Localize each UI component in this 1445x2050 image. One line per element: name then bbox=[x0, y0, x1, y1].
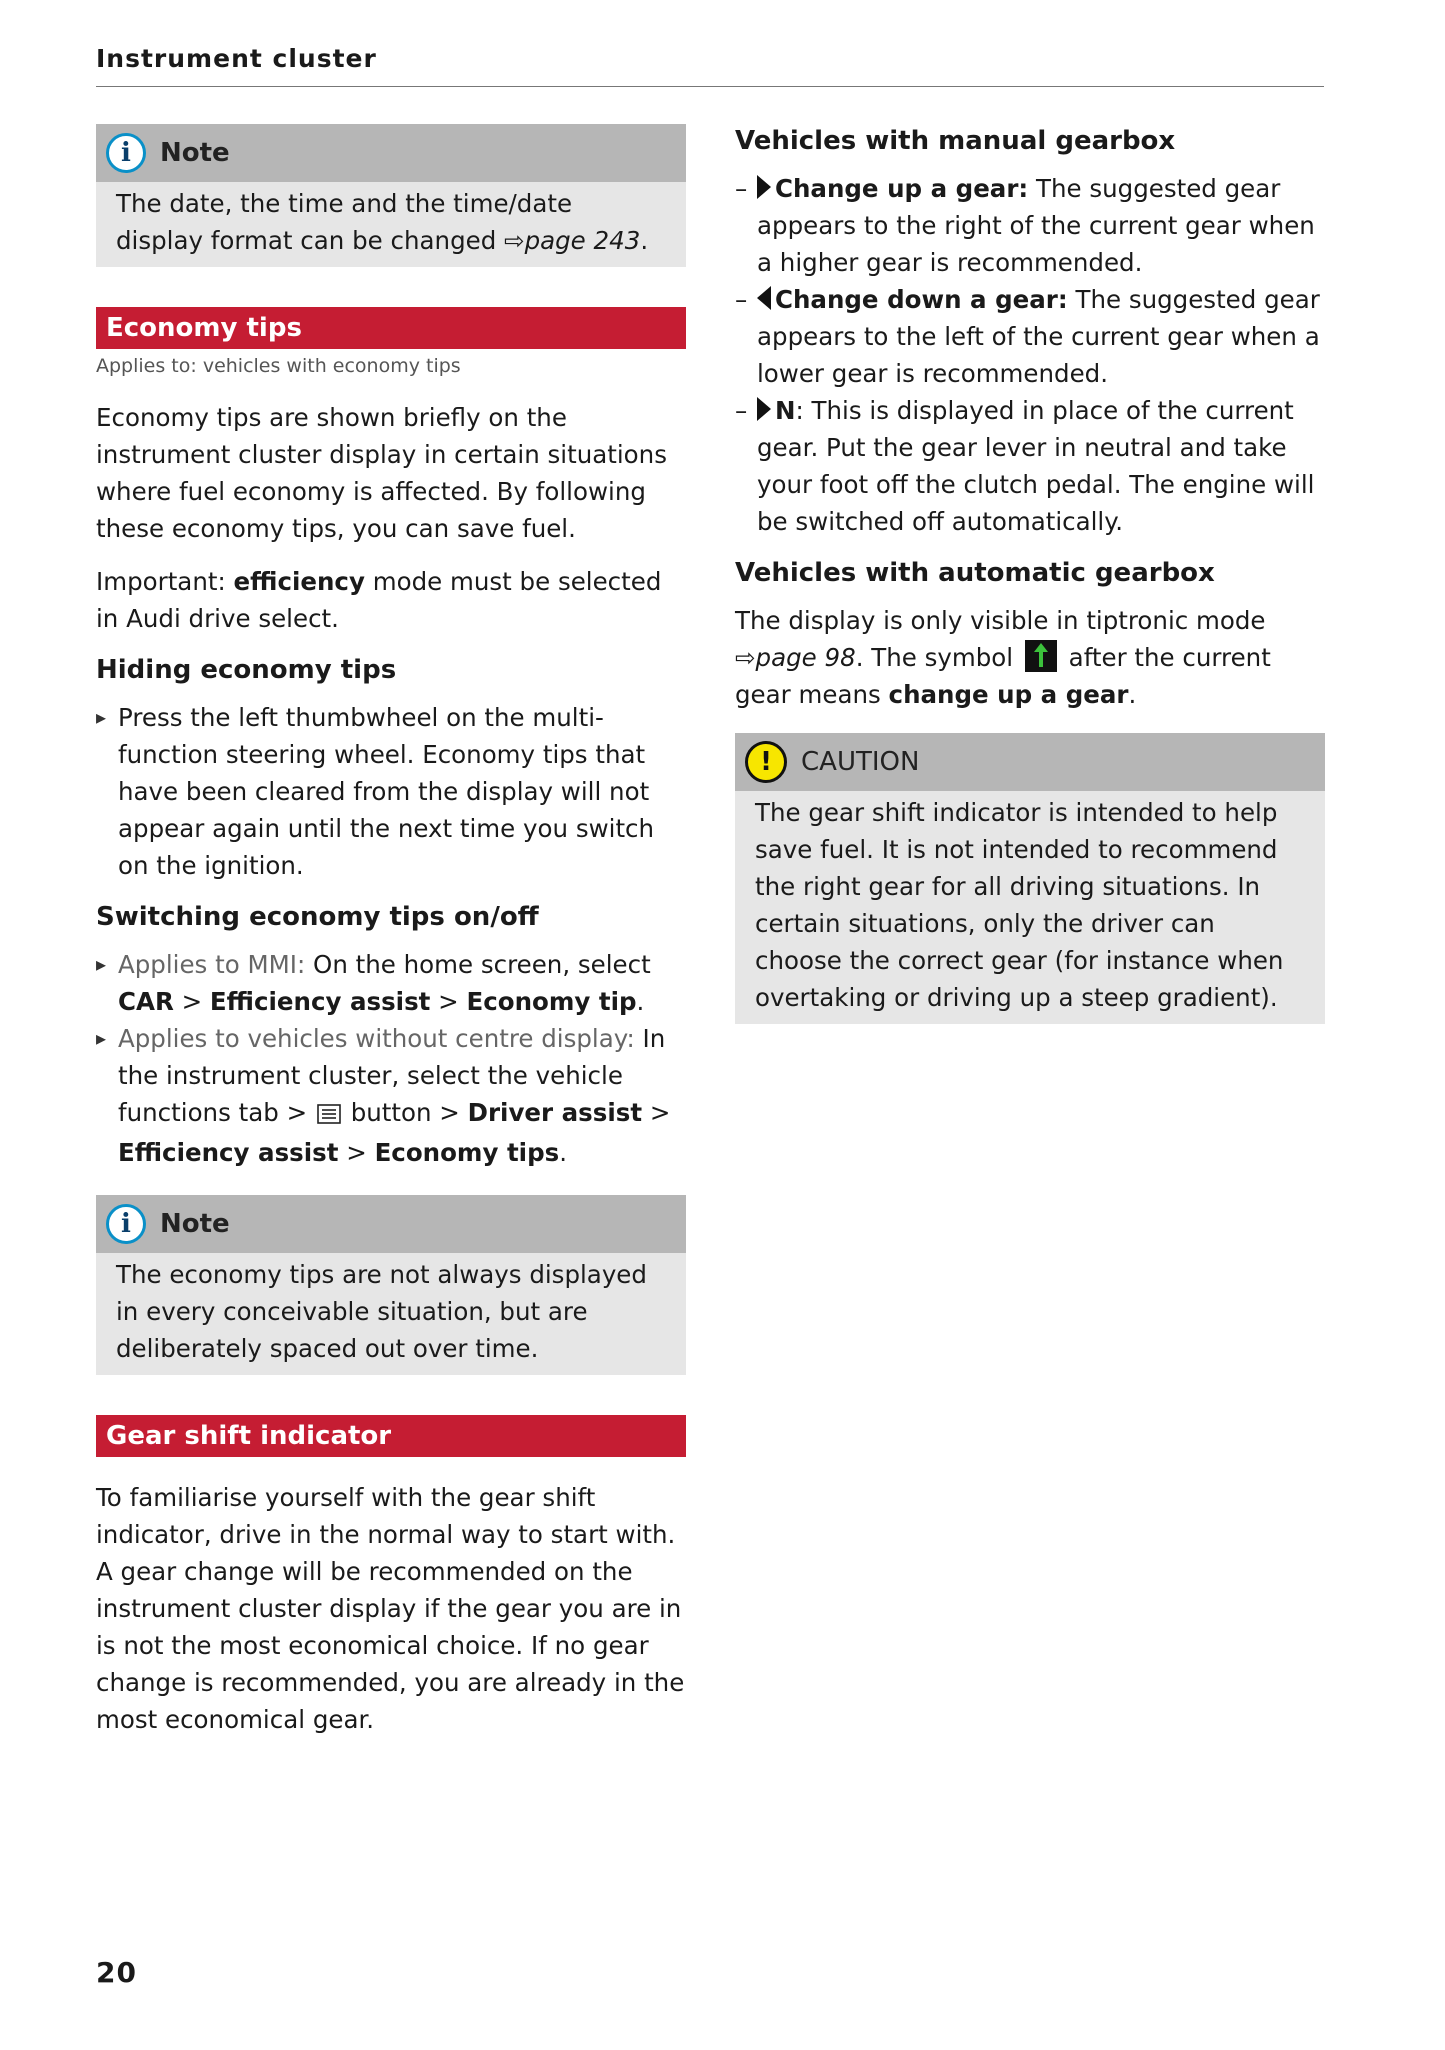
manual-gearbox-list bbox=[735, 170, 1325, 540]
period: . bbox=[559, 1138, 567, 1167]
step-text: On the home screen, select bbox=[305, 950, 651, 979]
section-heading-gear-shift-indicator: Gear shift indicator bbox=[96, 1415, 686, 1457]
note-title: Note bbox=[160, 1209, 230, 1239]
section-heading-economy-tips: Economy tips bbox=[96, 307, 686, 349]
change-up-phrase: change up a gear bbox=[888, 680, 1129, 709]
page-ref-arrow-icon: ⇨ bbox=[504, 226, 525, 255]
step-text: In the instrument cluster, select the vehicle functions tab > bbox=[118, 1024, 666, 1127]
arrow-right-icon bbox=[757, 175, 771, 199]
note-body: The economy tips are not always displayed in every conceivable situation, but are deliberately spaced out over time. bbox=[116, 1260, 647, 1363]
menu-efficiency-assist: Efficiency assist bbox=[118, 1138, 339, 1167]
caution-header bbox=[735, 733, 1325, 791]
arrow-right-icon bbox=[757, 397, 771, 421]
automatic-paragraph bbox=[735, 602, 1325, 713]
arrow-left-icon bbox=[757, 286, 771, 310]
menu-separator: > bbox=[642, 1098, 671, 1127]
auto-text: . The symbol bbox=[855, 643, 1021, 672]
step-text: button > bbox=[342, 1098, 468, 1127]
auto-text: The display is only visible in tiptronic mode bbox=[735, 606, 1266, 635]
running-header: Instrument cluster bbox=[96, 44, 377, 73]
page-ref-link[interactable]: page 243 bbox=[524, 226, 641, 255]
note-header bbox=[96, 124, 686, 182]
menu-economy-tip: Economy tip bbox=[466, 987, 637, 1016]
note-text: The date, the time and the time/date display format can be changed bbox=[116, 189, 573, 255]
right-column bbox=[735, 124, 1325, 1064]
manual-item-change-down bbox=[735, 281, 1325, 392]
note-title: Note bbox=[160, 138, 230, 168]
caution-body: The gear shift indicator is intended to help save fuel. It is not intended to recommend the right gear for all driving situations. In certain situations, only the driver can choose the correct gear (for instance when overtaking or driving up a steep gradient). bbox=[755, 798, 1284, 1012]
gear-shift-paragraph: To familiarise yourself with the gear shift indicator, drive in the normal way to start with. A gear change will be recommended on the instrument cluster display if the gear you are in is not the most economical choice. If no gear change is recommended, you are already in the most economical gear. bbox=[96, 1483, 685, 1734]
gear-up-arrow-icon bbox=[1025, 640, 1057, 672]
note-header bbox=[96, 1195, 686, 1253]
change-up-text: The suggested gear appears to the right of the current gear when a higher gear is recommended. bbox=[757, 174, 1315, 277]
applies-mmi-label: Applies to MMI: bbox=[118, 950, 306, 979]
change-down-text: The suggested gear appears to the left of the current gear when a lower gear is recommended. bbox=[757, 285, 1320, 388]
page-ref-arrow-icon: ⇨ bbox=[735, 643, 756, 672]
switching-steps bbox=[96, 946, 686, 1171]
page-number: 20 bbox=[96, 1956, 137, 1989]
list-menu-icon bbox=[317, 1097, 341, 1134]
manual-item-change-up bbox=[735, 170, 1325, 281]
change-down-label: Change down a gear: bbox=[775, 285, 1068, 314]
hiding-step: ▸ Press the left thumbwheel on the multi-function steering wheel. Economy tips that have been cleared from the display will not appear again until the next time you switch on the ignition. bbox=[96, 699, 686, 884]
menu-economy-tips: Economy tips bbox=[374, 1138, 560, 1167]
neutral-text: : This is displayed in place of the current gear. Put the gear lever in neutral and take your foot off the clutch pedal. The engine will be switched off automatically. bbox=[757, 396, 1315, 536]
important-text: mode must be selected in Audi drive select. bbox=[96, 567, 662, 633]
menu-efficiency-assist: Efficiency assist bbox=[209, 987, 431, 1016]
info-icon: i bbox=[106, 133, 146, 173]
economy-intro-paragraph: Economy tips are shown briefly on the instrument cluster display in certain situations where fuel economy is affected. By following these economy tips, you can save fuel. bbox=[96, 403, 667, 543]
info-icon: i bbox=[106, 1204, 146, 1244]
menu-separator: > bbox=[430, 987, 467, 1016]
note-box-economy-tips bbox=[96, 1195, 686, 1375]
important-label: Important: bbox=[96, 567, 234, 596]
subheading-manual-gearbox: Vehicles with manual gearbox bbox=[735, 126, 1176, 156]
left-column bbox=[96, 124, 686, 1738]
neutral-label: N bbox=[775, 396, 796, 425]
switching-step-mmi bbox=[96, 946, 686, 1020]
switching-step-no-display bbox=[96, 1020, 686, 1171]
note-box-date-format bbox=[96, 124, 686, 267]
subheading-hiding-economy-tips: Hiding economy tips bbox=[96, 655, 397, 685]
change-up-label: Change up a gear: bbox=[775, 174, 1029, 203]
subheading-automatic-gearbox: Vehicles with automatic gearbox bbox=[735, 558, 1215, 588]
economy-important-paragraph bbox=[96, 563, 686, 637]
menu-car: CAR bbox=[118, 987, 174, 1016]
efficiency-mode: efficiency bbox=[233, 567, 365, 596]
menu-separator: > bbox=[338, 1138, 375, 1167]
note-text-end: . bbox=[640, 226, 649, 255]
applies-no-display-label: Applies to vehicles without centre display: bbox=[118, 1024, 635, 1053]
note-body bbox=[96, 182, 686, 267]
applies-to-note: Applies to: vehicles with economy tips bbox=[96, 355, 461, 377]
manual-item-neutral bbox=[735, 392, 1325, 540]
caution-title: CAUTION bbox=[801, 747, 920, 777]
header-rule bbox=[96, 86, 1324, 87]
caution-icon: ! bbox=[745, 741, 787, 783]
subheading-switching-economy-tips: Switching economy tips on/off bbox=[96, 902, 539, 932]
menu-separator: > bbox=[173, 987, 210, 1016]
period: . bbox=[636, 987, 645, 1016]
hiding-steps bbox=[96, 699, 686, 884]
auto-text: . bbox=[1128, 680, 1137, 709]
page-ref-link[interactable]: page 98 bbox=[755, 643, 856, 672]
menu-driver-assist: Driver assist bbox=[467, 1098, 643, 1127]
caution-box bbox=[735, 733, 1325, 1024]
auto-text: after the current gear means bbox=[735, 643, 1271, 709]
